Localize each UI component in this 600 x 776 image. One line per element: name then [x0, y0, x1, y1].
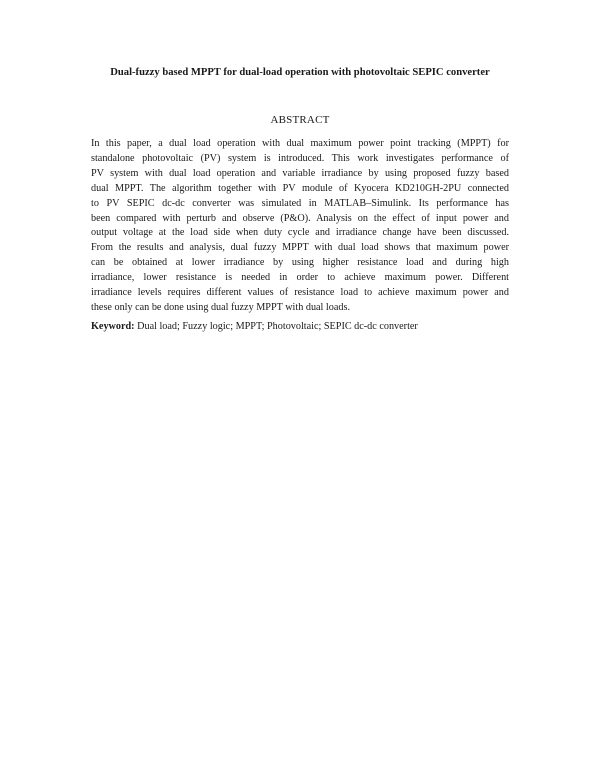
abstract-heading: ABSTRACT	[270, 114, 330, 126]
abstract-line: these only can be done using dual fuzzy MPPT with dual loads.	[91, 301, 350, 313]
abstract-line: From the results and analysis, dual fuzzy MPPT with dual load shows that maximum power	[91, 242, 509, 254]
abstract-line: In this paper, a dual load operation with dual maximum power point tracking (MPPT) for	[91, 138, 509, 149]
keywords-label: Keyword:	[91, 321, 135, 332]
keywords	[91, 320, 509, 334]
abstract-line: irradiance, lower resistance is needed in order to achieve maximum power. Different	[91, 272, 509, 284]
abstract-line: PV system with dual load operation and variable irradiance by using proposed fuzzy based	[91, 167, 509, 179]
abstract-line: dual MPPT. The algorithm together with PV module of Kyocera KD210GH-2PU connected	[91, 182, 509, 194]
abstract-line: been compared with perturb and observe (P&O). Analysis on the effect of input power and	[91, 212, 509, 224]
keywords-text: Dual load; Fuzzy logic; MPPT; Photovoltaic; SEPIC dc-dc converter	[134, 321, 418, 332]
abstract-line: irradiance levels requires different values of resistance load to achieve maximum power and	[91, 287, 509, 299]
abstract-body	[91, 137, 509, 316]
paper-title: Dual-fuzzy based MPPT for dual-load operation with photovoltaic SEPIC converter	[110, 67, 490, 78]
abstract-line: output voltage at the load side when duty cycle and irradiance change have been discussed.	[91, 227, 509, 239]
abstract-line: to PV SEPIC dc-dc converter was simulated in MATLAB–Simulink. Its performance has	[91, 197, 509, 209]
abstract-line: standalone photovoltaic (PV) system is introduced. This work investigates performance of	[91, 152, 509, 164]
abstract-line: can be obtained at lower irradiance by using higher resistance load and during high	[91, 257, 509, 269]
